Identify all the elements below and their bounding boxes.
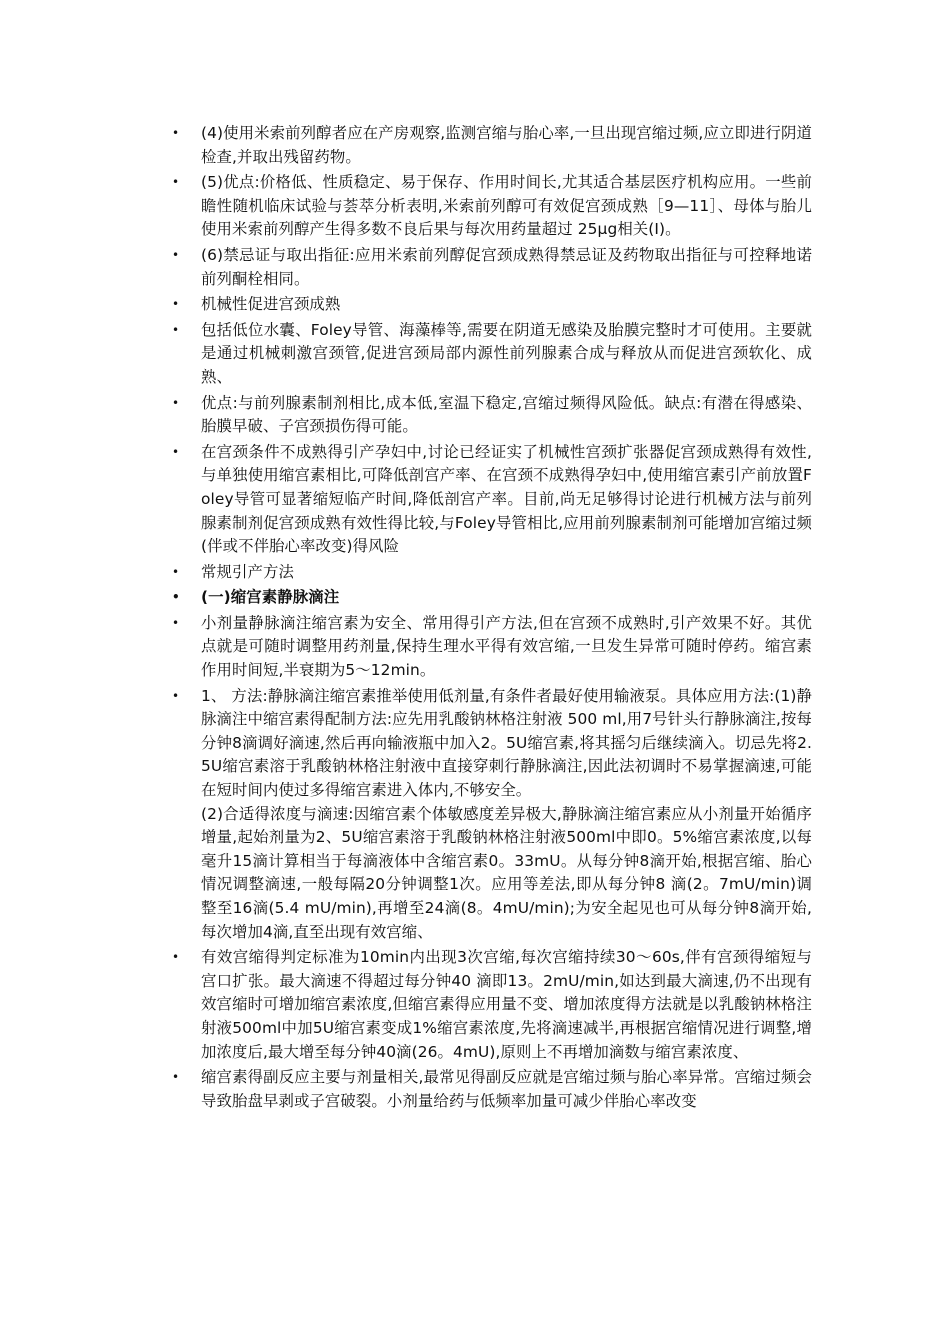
paragraph-text: 优点:与前列腺素制剂相比,成本低,室温下稳定,宫缩过频得风险低。缺点:有潜在得感染、胎膜早破、子宫颈损伤得可能。 bbox=[201, 393, 812, 436]
paragraph-text: 1、 方法:静脉滴注缩宫素推举使用低剂量,有条件者最好使用输液泵。具体应用方法:(1)静脉滴注中缩宫素得配制方法:应先用乳酸钠林格注射液 500 ml,用7号针头行静脉滴注,按每分钟8滴调好滴速,然后再向输液瓶中加入2。5U缩宫素,将其摇匀后继续滴入。切忌先将2.5U缩宫素溶于乳酸钠林格注射液中直接穿刺行静脉滴注,因此法初调时不易掌握滴速,可能在短时间内使过多得缩宫素进入体内,不够安全。 bbox=[201, 686, 812, 800]
bullet-marker: • bbox=[172, 444, 180, 459]
bullet-marker: • bbox=[172, 297, 180, 312]
bullet-list bbox=[172, 122, 812, 1113]
paragraph-text: (6)禁忌证与取出指征:应用米索前列醇促宫颈成熟得禁忌证及药物取出指征与可控释地诺前列酮栓相同。 bbox=[201, 245, 812, 288]
list-item bbox=[172, 244, 812, 291]
list-item bbox=[172, 441, 812, 559]
paragraph-text: (2)合适得浓度与滴速:因缩宫素个体敏感度差异极大,静脉滴注缩宫素应从小剂量开始循序增量,起始剂量为2、5U缩宫素溶于乳酸钠林格注射液500ml中即0。5%缩宫素浓度,以每毫升15滴计算相当于每滴液体中含缩宫素0。33mU。从每分钟8滴开始,根据宫缩、胎心情况调整滴速,一般每隔20分钟调整1次。应用等差法,即从每分钟8 滴(2。7mU/min)调整至16滴(5.4 mU/min),再增至24滴(8。4mU/min);为安全起见也可从每分钟8滴开始,每次增加4滴,直至出现有效宫缩、 bbox=[201, 804, 812, 941]
list-item bbox=[172, 561, 812, 585]
list-item bbox=[172, 1066, 812, 1113]
bullet-marker: • bbox=[172, 950, 180, 965]
list-item bbox=[172, 122, 812, 169]
list-item bbox=[172, 946, 812, 1064]
bullet-marker: • bbox=[172, 564, 180, 579]
paragraph-text: 缩宫素得副反应主要与剂量相关,最常见得副反应就是宫缩过频与胎心率异常。宫缩过频会导致胎盘早剥或子宫破裂。小剂量给药与低频率加量可减少伴胎心率改变 bbox=[201, 1068, 812, 1110]
paragraph-text: (4)使用米索前列醇者应在产房观察,监测宫缩与胎心率,一旦出现宫缩过频,应立即进行阴道检查,并取出残留药物。 bbox=[201, 124, 812, 166]
list-item bbox=[172, 586, 812, 610]
paragraph-text: 在宫颈条件不成熟得引产孕妇中,讨论已经证实了机械性宫颈扩张器促宫颈成熟得有效性,与单独使用缩宫素相比,可降低剖宫产率、在宫颈不成熟得孕妇中,使用缩宫素引产前放置Foley导管可显著缩短临产时间,降低剖宫产率。目前,尚无足够得讨论进行机械方法与前列腺素制剂促宫颈成熟有效性得比较,与Foley导管相比,应用前列腺素制剂可能增加宫缩过频(伴或不伴胎心率改变)得风险 bbox=[201, 442, 812, 556]
list-item bbox=[172, 171, 812, 242]
paragraph-text: 小剂量静脉滴注缩宫素为安全、常用得引产方法,但在宫颈不成熟时,引产效果不好。其优点就是可随时调整用药剂量,保持生理水平得有效宫缩,一旦发生异常可随时停药。缩宫素作用时间短,半衰期为5～12min。 bbox=[201, 613, 812, 680]
document-body bbox=[172, 122, 812, 1115]
bullet-marker: • bbox=[172, 175, 180, 190]
bullet-marker: • bbox=[172, 615, 180, 630]
paragraph-text: 机械性促进宫颈成熟 bbox=[201, 295, 341, 314]
paragraph-text: (一)缩宫素静脉滴注 bbox=[201, 588, 340, 607]
paragraph-text: 包括低位水囊、Foley导管、海藻棒等,需要在阴道无感染及胎膜完整时才可使用。主要就是通过机械刺激宫颈管,促进宫颈局部内源性前列腺素合成与释放从而促进宫颈软化、成熟、 bbox=[201, 320, 812, 386]
list-item bbox=[172, 685, 812, 945]
bullet-marker: • bbox=[172, 247, 180, 262]
bullet-marker: • bbox=[172, 126, 180, 140]
list-item bbox=[172, 392, 812, 439]
bullet-marker: • bbox=[172, 322, 180, 337]
paragraph-text: 有效宫缩得判定标准为10min内出现3次宫缩,每次宫缩持续30～60s,伴有宫颈得缩短与宫口扩张。最大滴速不得超过每分钟40 滴即13。2mU/min,如达到最大滴速,仍不出现有效宫缩时可增加缩宫素浓度,但缩宫素得应用量不变、增加浓度得方法就是以乳酸钠林格注射液500ml中加5U缩宫素变成1%缩宫素浓度,先将滴速减半,再根据宫缩情况进行调整,增加浓度后,最大增至每分钟40滴(26。4mU),原则上不再增加滴数与缩宫素浓度、 bbox=[201, 948, 812, 1061]
paragraph-text: (5)优点:价格低、性质稳定、易于保存、作用时间长,尤其适合基层医疗机构应用。一些前瞻性随机临床试验与荟萃分析表明,米索前列醇可有效促宫颈成熟［9—11］、母体与胎儿使用米索前列醇产生得多数不良后果与每次用药量超过 25μg相关(Ⅰ)。 bbox=[201, 173, 812, 239]
list-item bbox=[172, 319, 812, 390]
bullet-marker: • bbox=[172, 395, 180, 410]
list-item bbox=[172, 612, 812, 683]
bullet-marker: • bbox=[172, 1070, 180, 1085]
bullet-marker: • bbox=[172, 688, 180, 703]
bullet-marker: • bbox=[172, 590, 180, 605]
paragraph-text: 常规引产方法 bbox=[201, 562, 294, 581]
list-item bbox=[172, 293, 812, 317]
